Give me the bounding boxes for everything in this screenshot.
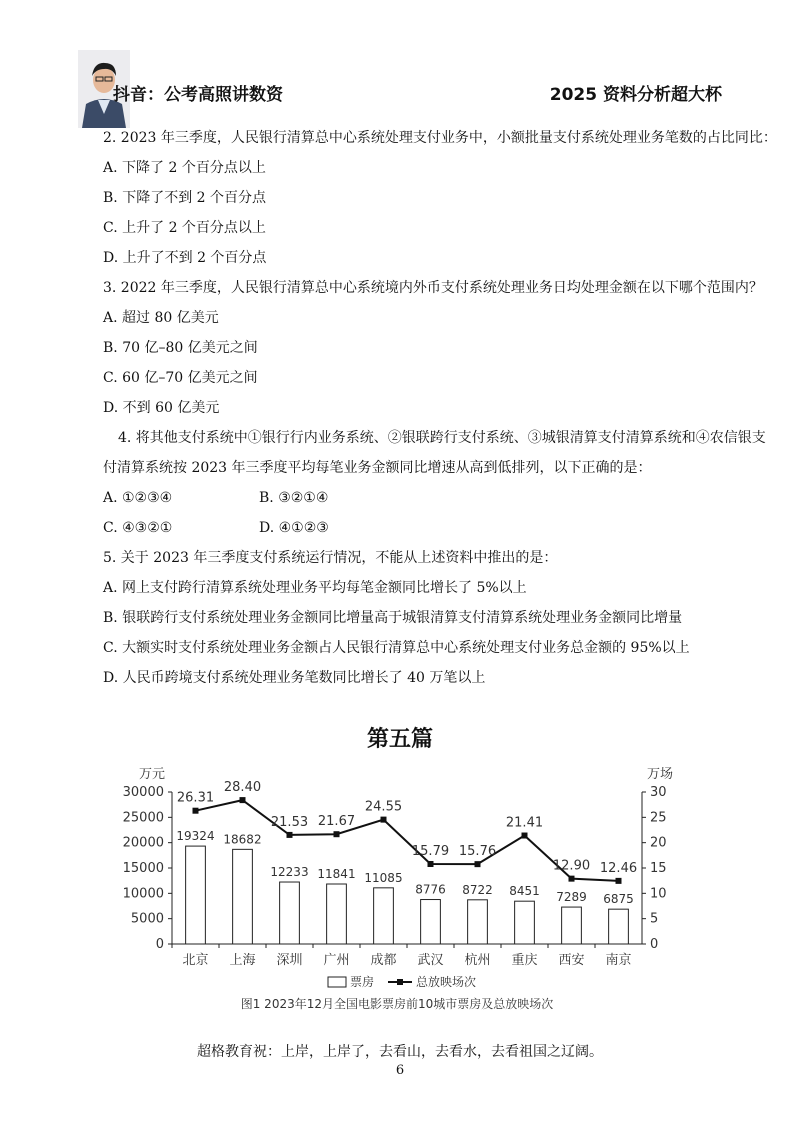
x-category-label: 深圳 — [276, 953, 303, 968]
question-3-option-b: B. 70 亿–80 亿美元之间 — [103, 340, 258, 356]
line-data-label: 15.76 — [458, 844, 497, 860]
line-data-label: 15.79 — [411, 843, 450, 859]
line-data-label: 24.55 — [364, 799, 403, 815]
y-left-tick-label: 10000 — [122, 886, 164, 902]
x-category-label: 重庆 — [511, 953, 538, 968]
question-4-option-b: B. ③②①④ — [259, 490, 329, 506]
bar-box-office — [468, 900, 488, 944]
line-point — [334, 831, 340, 837]
question-3-option-c: C. 60 亿–70 亿美元之间 — [103, 370, 258, 386]
question-3-stem: 3. 2022 年三季度，人民银行清算总中心系统境内外币支付系统处理业务日均处理金额在以下哪个范围内？ — [103, 280, 763, 296]
legend-bar-swatch — [328, 977, 346, 987]
bar-box-office — [421, 900, 441, 944]
question-3-option-d: D. 不到 60 亿美元 — [103, 400, 220, 416]
question-content — [103, 129, 777, 699]
question-4-option-d: D. ④①②③ — [259, 520, 329, 536]
bar-data-label: 18682 — [223, 832, 262, 847]
y-left-tick-label: 5000 — [130, 911, 164, 927]
question-4-stem-line2: 付清算系统按 2023 年三季度平均每笔业务金额同比增速从高到低排列，以下正确的是： — [103, 460, 652, 476]
line-data-label: 21.67 — [317, 814, 356, 830]
y-left-tick-label: 0 — [155, 937, 164, 952]
line-point — [287, 832, 293, 838]
question-5-option-a: A. 网上支付跨行清算系统处理业务平均每笔金额同比增长了 5%以上 — [103, 580, 527, 596]
question-2-option-b: B. 下降了不到 2 个百分点 — [103, 190, 266, 206]
x-category-label: 北京 — [182, 953, 209, 968]
x-category-label: 杭州 — [464, 953, 491, 968]
line-point — [240, 797, 246, 803]
question-4-options-row2 — [103, 519, 723, 549]
line-point — [428, 861, 434, 867]
question-5-stem: 5. 关于 2023 年三季度支付系统运行情况，不能从上述资料中推出的是： — [103, 550, 558, 566]
x-category-label: 上海 — [229, 953, 256, 968]
y-left-tick-label: 20000 — [122, 835, 164, 851]
y-right-tick-label: 10 — [650, 886, 667, 902]
line-data-label: 26.31 — [176, 790, 215, 806]
y-right-unit-label: 万场 — [646, 767, 674, 782]
line-point — [522, 833, 528, 839]
line-data-label: 12.90 — [552, 858, 591, 874]
line-data-label: 28.40 — [223, 780, 262, 796]
y-right-tick-label: 5 — [650, 911, 659, 927]
x-category-label: 武汉 — [417, 953, 444, 968]
line-point — [193, 808, 199, 814]
question-4-stem-line1: 4. 将其他支付系统中①银行行内业务系统、②银联跨行支付系统、③城银清算支付清算系统和④农信银支 — [118, 430, 766, 446]
line-data-label: 12.46 — [599, 860, 638, 876]
bar-box-office — [374, 888, 394, 944]
question-2-stem: 2. 2023 年三季度，人民银行清算总中心系统处理支付业务中，小额批量支付系统处理业务笔数的占比同比： — [103, 130, 777, 146]
y-left-tick-label: 30000 — [122, 785, 164, 800]
question-4-option-a: A. ①②③④ — [103, 490, 173, 506]
header-title: 2025 资料分析超大杯 — [549, 85, 722, 105]
bar-box-office — [327, 884, 347, 944]
y-left-tick-label: 15000 — [122, 861, 164, 876]
y-right-tick-label: 0 — [650, 937, 659, 952]
brand-text: 抖音：公考高照讲数资 — [113, 85, 283, 105]
page-number: 6 — [395, 1063, 405, 1078]
bar-box-office — [280, 882, 300, 944]
x-category-label: 南京 — [605, 953, 632, 968]
bar-data-label: 7289 — [556, 890, 587, 905]
footer-note: 超格教育祝：上岸，上岸了，去看山，去看水，去看祖国之辽阔。 — [197, 1044, 603, 1060]
y-left-tick-label: 25000 — [122, 810, 164, 826]
question-2-option-d: D. 上升了不到 2 个百分点 — [103, 250, 267, 266]
y-right-tick-label: 15 — [650, 861, 667, 876]
question-2-option-a: A. 下降了 2 个百分点以上 — [103, 160, 266, 176]
y-right-tick-label: 20 — [650, 835, 667, 851]
question-4-option-c: C. ④③②① — [103, 520, 173, 536]
line-point — [616, 878, 622, 884]
y-right-tick-label: 30 — [650, 785, 667, 800]
question-5-option-b: B. 银联跨行支付系统处理业务金额同比增量高于城银清算支付清算系统处理业务金额同比增量 — [103, 610, 683, 626]
chart-caption: 图1 2023年12月全国电影票房前10城市票房及总放映场次 — [240, 997, 554, 1011]
bar-box-office — [562, 907, 582, 944]
bar-data-label: 8776 — [415, 882, 446, 897]
legend-line-label: 总放映场次 — [416, 975, 477, 989]
bar-data-label: 8722 — [462, 882, 493, 897]
section-title: 第五篇 — [366, 726, 433, 752]
line-data-label: 21.41 — [505, 815, 544, 831]
bar-box-office — [609, 909, 629, 944]
bar-data-label: 19324 — [176, 829, 215, 844]
question-5-option-c: C. 大额实时支付系统处理业务金额占人民银行清算总中心系统处理支付业务总金额的 95%以上 — [103, 640, 690, 656]
bar-box-office — [186, 846, 206, 944]
bar-data-label: 11085 — [364, 870, 403, 885]
line-data-label: 21.53 — [270, 814, 309, 830]
bar-box-office — [233, 849, 253, 944]
bar-data-label: 8451 — [509, 884, 540, 899]
legend-bar-label: 票房 — [350, 975, 375, 989]
bar-data-label: 6875 — [603, 892, 634, 907]
legend-line-marker — [397, 979, 403, 985]
box-office-chart — [120, 760, 680, 1025]
page-header — [0, 0, 800, 130]
y-left-unit-label: 万元 — [138, 767, 166, 782]
question-5-option-d: D. 人民币跨境支付系统处理业务笔数同比增长了 40 万笔以上 — [103, 670, 486, 686]
question-3-option-a: A. 超过 80 亿美元 — [103, 310, 219, 326]
bar-data-label: 12233 — [270, 865, 309, 880]
line-point — [475, 861, 481, 867]
x-category-label: 广州 — [323, 953, 350, 968]
line-point — [569, 876, 575, 882]
line-point — [381, 817, 387, 823]
y-right-tick-label: 25 — [650, 810, 667, 826]
x-category-label: 西安 — [558, 953, 585, 968]
x-category-label: 成都 — [370, 953, 397, 968]
bar-data-label: 11841 — [317, 867, 356, 882]
bar-box-office — [515, 901, 535, 944]
question-4-options-row1 — [103, 489, 723, 519]
question-2-option-c: C. 上升了 2 个百分点以上 — [103, 220, 266, 236]
